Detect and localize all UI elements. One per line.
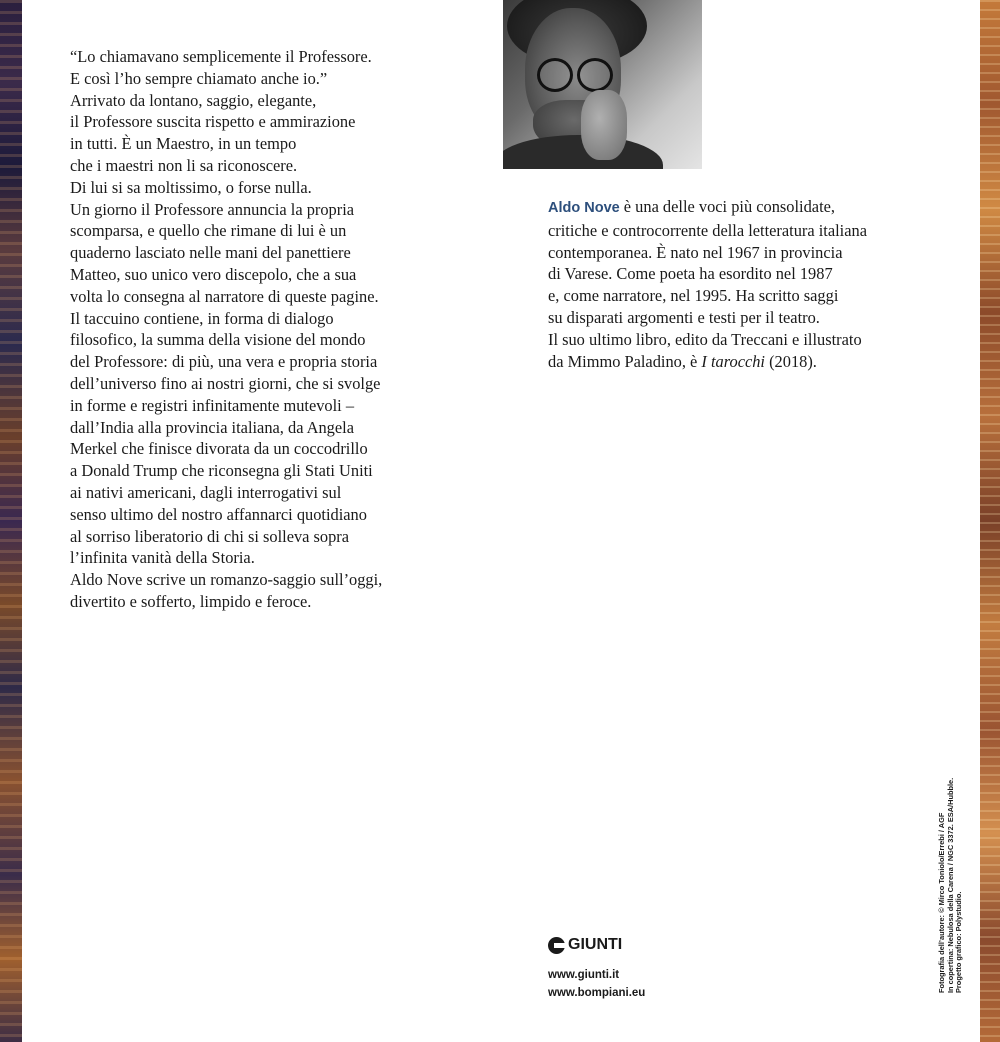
- blurb-line: Arrivato da lontano, saggio, elegante,: [70, 90, 317, 110]
- author-name: Aldo Nove: [548, 200, 620, 216]
- bio-line: contemporanea. È nato nel 1967 in provincia: [548, 242, 843, 262]
- giunti-g-logo-icon: [548, 937, 565, 954]
- bio-last-line-suffix: (2018).: [765, 351, 817, 371]
- publisher-urls: [548, 966, 645, 1002]
- blurb-line: dall’India alla provincia italiana, da Angela: [70, 417, 354, 437]
- blurb-line: al sorriso liberatorio di chi si solleva sopra: [70, 526, 350, 546]
- credit-line: Fotografia dell’autore: © Mirco Toniolo/Errebi / AGF: [937, 812, 946, 993]
- blurb-line: Di lui si sa moltissimo, o forse nulla.: [70, 177, 312, 197]
- bio-last-line-prefix: da Mimmo Paladino, è: [548, 351, 702, 371]
- credit-line: In copertina: Nebulosa della Carena / NGC 3372. ESA/Hubble.: [945, 777, 955, 993]
- image-credits: [938, 778, 964, 993]
- blurb-line: Un giorno il Professore annuncia la propria: [70, 199, 355, 219]
- bio-line: [548, 351, 928, 373]
- blurb-line: che i maestri non li sa riconoscere.: [70, 155, 298, 175]
- publisher-url-bompiani: www.bompiani.eu: [548, 987, 646, 999]
- author-photo: [503, 0, 702, 169]
- blurb-line: filosofico, la summa della visione del mondo: [70, 330, 366, 350]
- blurb-line: in tutti. È un Maestro, in un tempo: [70, 134, 297, 154]
- blurb-line: senso ultimo del nostro affannarci quotidiano: [70, 504, 367, 524]
- blurb-line: “Lo chiamavano semplicemente il Professore.: [70, 47, 372, 66]
- bio-line: Il suo ultimo libro, edito da Treccani e illustrato: [548, 329, 862, 349]
- blurb-line: Aldo Nove scrive un romanzo-saggio sull’oggi,: [70, 570, 383, 590]
- blurb-line: Il taccuino contiene, in forma di dialogo: [70, 308, 334, 328]
- book-title: I tarocchi: [701, 351, 765, 371]
- author-photo-hand: [581, 90, 627, 160]
- author-photo-glasses-lens-left: [537, 58, 573, 92]
- blurb-line: Merkel che finisce divorata da un coccodrillo: [70, 439, 368, 459]
- blurb-line: l’infinita vanità della Storia.: [70, 548, 255, 568]
- blurb-line: divertito e sofferto, limpido e feroce.: [70, 591, 312, 611]
- book-blurb: [70, 46, 460, 613]
- author-photo-glasses-lens-right: [577, 58, 613, 92]
- blurb-line: del Professore: di più, una vera e propria storia: [70, 352, 378, 372]
- bio-line: critiche e controcorrente della letteratura italiana: [548, 220, 867, 240]
- cover-nebula-strip-right: [980, 0, 1000, 1042]
- credit-line: Progetto grafico: Polystudio.: [954, 891, 963, 993]
- blurb-line: ai nativi americani, dagli interrogativi sul: [70, 482, 342, 502]
- author-bio: [548, 196, 928, 372]
- blurb-line: Matteo, suo unico vero discepolo, che a sua: [70, 264, 357, 284]
- blurb-line: a Donald Trump che riconsegna gli Stati Uniti: [70, 461, 373, 481]
- publisher-name: GIUNTI: [568, 936, 623, 953]
- blurb-line: scomparsa, e quello che rimane di lui è un: [70, 221, 347, 241]
- bio-line: di Varese. Come poeta ha esordito nel 1987: [548, 264, 833, 284]
- blurb-line: il Professore suscita rispetto e ammirazione: [70, 112, 356, 132]
- bio-line: [548, 196, 928, 220]
- publisher-url-giunti: www.giunti.it: [548, 969, 620, 981]
- bio-line: e, come narratore, nel 1995. Ha scritto saggi: [548, 286, 839, 306]
- blurb-line: quaderno lasciato nelle mani del panettiere: [70, 243, 351, 263]
- bio-first-line-text: è una delle voci più consolidate,: [619, 197, 835, 216]
- publisher-logo: [548, 934, 622, 956]
- blurb-line: volta lo consegna al narratore di queste pagine.: [70, 286, 379, 306]
- blurb-line: E così l’ho sempre chiamato anche io.”: [70, 68, 328, 88]
- cover-nebula-strip-left: [0, 0, 22, 1042]
- blurb-line: dell’universo fino ai nostri giorni, che si svolge: [70, 373, 381, 393]
- blurb-line: in forme e registri infinitamente mutevoli –: [70, 395, 355, 415]
- bio-line: su disparati argomenti e testi per il teatro.: [548, 307, 820, 327]
